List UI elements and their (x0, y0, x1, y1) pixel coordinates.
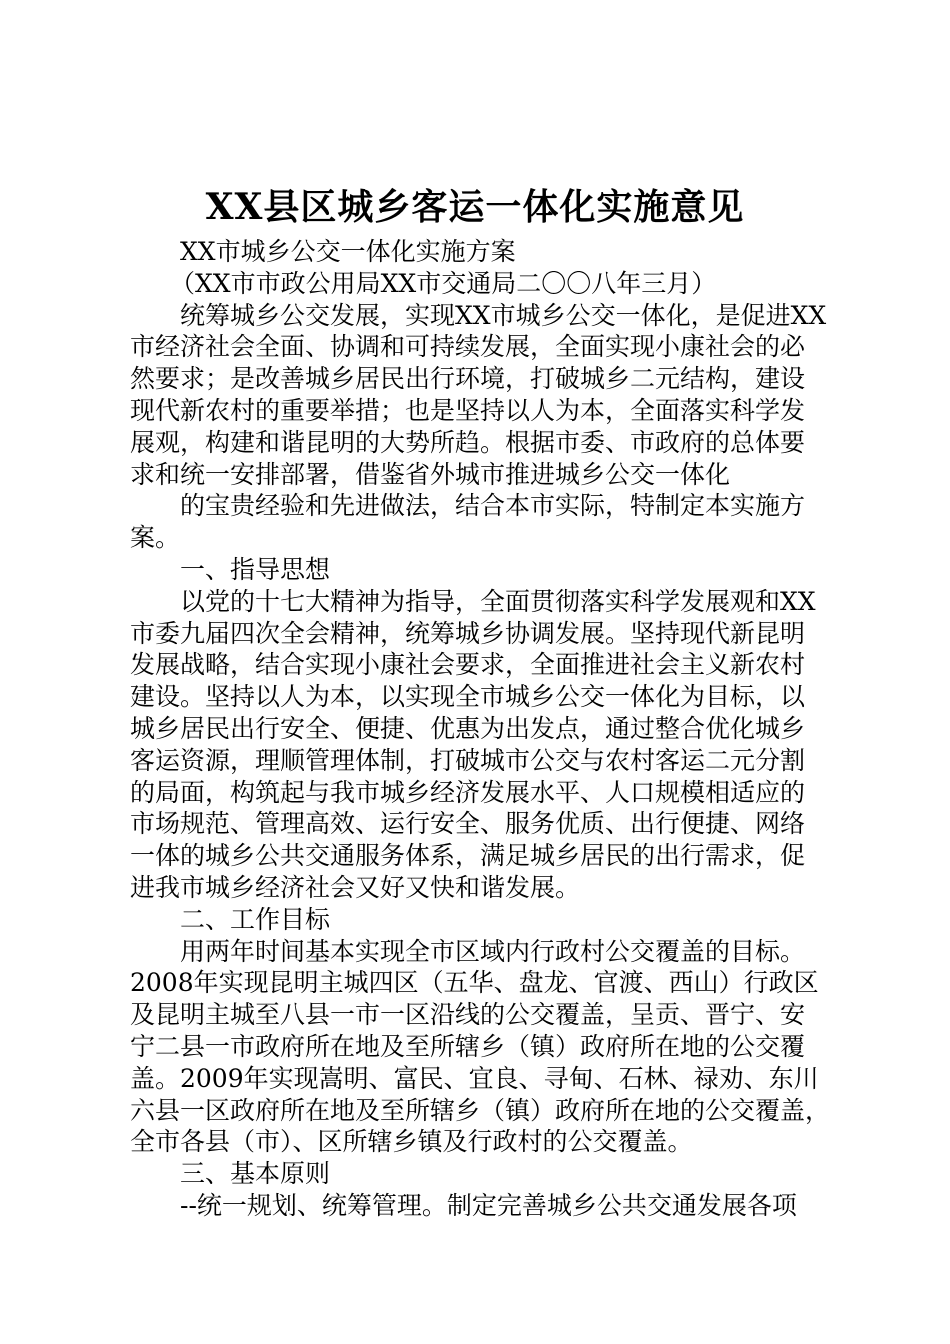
text-line: （XX市市政公用局XX市交通局二〇〇八年三月） (170, 268, 717, 298)
text-line: --统一规划、统筹管理。制定完善城乡公共交通发展各项 (180, 1190, 797, 1220)
text-line: 2008年实现昆明主城四区（五华、盘龙、官渡、西山）行政区 (130, 968, 819, 998)
section-heading: 一、指导思想 (180, 554, 331, 584)
text-line: 进我市城乡经济社会又好又快和谐发展。 (130, 872, 581, 902)
text-line: 展观，构建和谐昆明的大势所趋。根据市委、市政府的总体要 (130, 427, 806, 457)
text-line: 案。 (130, 523, 181, 553)
text-line: 客运资源，理顺管理体制，打破城市公交与农村客运二元分割 (130, 745, 806, 775)
text-line: 六县一区政府所在地及至所辖乡（镇）政府所在地的公交覆盖， (130, 1095, 831, 1125)
section-heading: 三、基本原则 (180, 1159, 331, 1189)
text-line: 统筹城乡公交发展，实现XX市城乡公交一体化，是促进XX (180, 300, 827, 330)
text-line: XX市城乡公交一体化实施方案 (180, 237, 516, 266)
text-line: 然要求；是改善城乡居民出行环境，打破城乡二元结构，建设 (130, 364, 806, 394)
document-body (130, 236, 836, 1222)
text-line: 求和统一安排部署，借鉴省外城市推进城乡公交一体化 (130, 459, 731, 489)
text-line: 以党的十七大精神为指导，全面贯彻落实科学发展观和XX (180, 586, 816, 616)
text-line: 建设。坚持以人为本，以实现全市城乡公交一体化为目标，以 (130, 682, 806, 712)
text-line: 全市各县（市）、区所辖乡镇及行政村的公交覆盖。 (130, 1127, 693, 1157)
text-line: 城乡居民出行安全、便捷、优惠为出发点，通过整合优化城乡 (130, 713, 806, 743)
text-line: 的宝贵经验和先进做法，结合本市实际，特制定本实施方 (180, 491, 806, 521)
text-line: 的局面，构筑起与我市城乡经济发展水平、人口规模相适应的 (130, 777, 806, 807)
text-line: 现代新农村的重要举措；也是坚持以人为本，全面落实科学发 (130, 395, 806, 425)
text-line: 市经济社会全面、协调和可持续发展，全面实现小康社会的必 (130, 332, 806, 362)
section-heading: 二、工作目标 (180, 904, 331, 934)
text-line: 发展战略，结合实现小康社会要求，全面推进社会主义新农村 (130, 650, 806, 680)
document-title: XX县区城乡客运一体化实施意见 (205, 186, 745, 228)
text-line: 盖。2009年实现嵩明、富民、宜良、寻甸、石林、禄劝、东川 (130, 1063, 819, 1093)
text-line: 一体的城乡公共交通服务体系，满足城乡居民的出行需求，促 (130, 841, 806, 871)
text-line: 用两年时间基本实现全市区域内行政村公交覆盖的目标。 (180, 936, 806, 966)
text-line: 及昆明主城至八县一市一区沿线的公交覆盖，呈贡、晋宁、安 (130, 1000, 806, 1030)
text-line: 市场规范、管理高效、运行安全、服务优质、出行便捷、网络 (130, 809, 806, 839)
text-line: 市委九届四次全会精神，统筹城乡协调发展。坚持现代新昆明 (130, 618, 806, 648)
text-line: 宁二县一市政府所在地及至所辖乡（镇）政府所在地的公交覆 (130, 1031, 806, 1061)
